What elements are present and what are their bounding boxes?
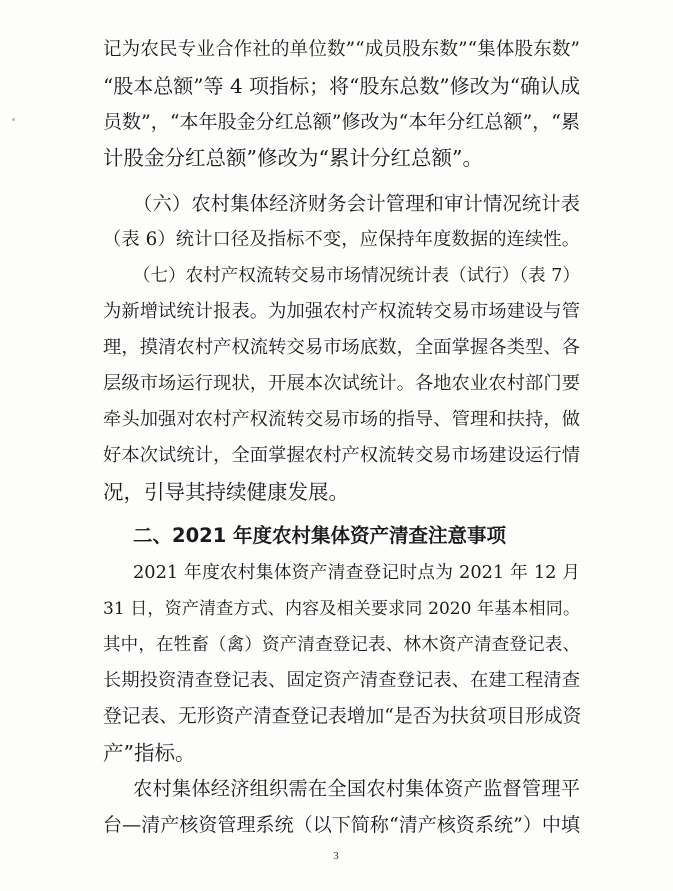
text-line: 层级市场运行现状，开展本次试统计。各地农业农村部门要 (103, 373, 580, 394)
text-line: 理，摸清农村产权流转交易市场底数，全面掌握各类型、各 (103, 337, 580, 358)
text-line: 计股金分红总额”修改为“累计分红总额”。 (103, 146, 483, 170)
text-line: 记为农民专业合作社的单位数”“成员股东数”“集体股东数” (103, 39, 580, 60)
paragraph-start-line: 农村集体经济组织需在全国农村集体资产监督管理平 (133, 777, 580, 800)
text-line: 登记表、无形资产清查登记表增加“是否为扶贫项目形成资 (103, 706, 582, 727)
section-heading: 二、2021 年度农村集体资产清查注意事项 (133, 524, 507, 547)
text-line: 况，引导其持续健康发展。 (103, 480, 349, 504)
text-line: 长期投资清查登记表、固定资产清查登记表、在建工程清查 (103, 670, 580, 691)
text-line: 员数”，“本年股金分红总额”修改为“本年分红总额”，“累 (103, 111, 580, 133)
paragraph-start-line: 2021 年度农村集体资产清查登记时点为 2021 年 12 月 (133, 563, 580, 583)
text-line: （表 6）统计口径及指标不变，应保持年度数据的连续性。 (103, 229, 580, 250)
text-line: 31 日，资产清查方式、内容及相关要求同 2020 年基本相同。 (103, 599, 580, 619)
text-line: 产”指标。 (103, 741, 196, 765)
text-line: 其中，在牲畜（禽）资产清查登记表、林木资产清查登记表、 (103, 635, 580, 655)
text-line: “股本总额”等 4 项指标；将“股东总数”修改为“确认成 (103, 74, 580, 98)
paragraph-start-line: （七）农村产权流转交易市场情况统计表（试行）（表 7） (133, 266, 580, 286)
page-number: 3 (333, 850, 339, 862)
paragraph-start-line: （六）农村集体经济财务会计管理和审计情况统计表 (133, 192, 580, 215)
text-line: 牵头加强对农村产权流转交易市场的指导、管理和扶持，做 (103, 409, 580, 430)
text-line: 好本次试统计，全面掌握农村产权流转交易市场建设运行情 (103, 445, 580, 466)
text-line: 为新增试统计报表。为加强农村产权流转交易市场建设与管 (103, 301, 580, 322)
scan-speck (12, 118, 15, 121)
text-line: 台—清产核资管理系统（以下简称“清产核资系统”）中填 (103, 814, 580, 836)
